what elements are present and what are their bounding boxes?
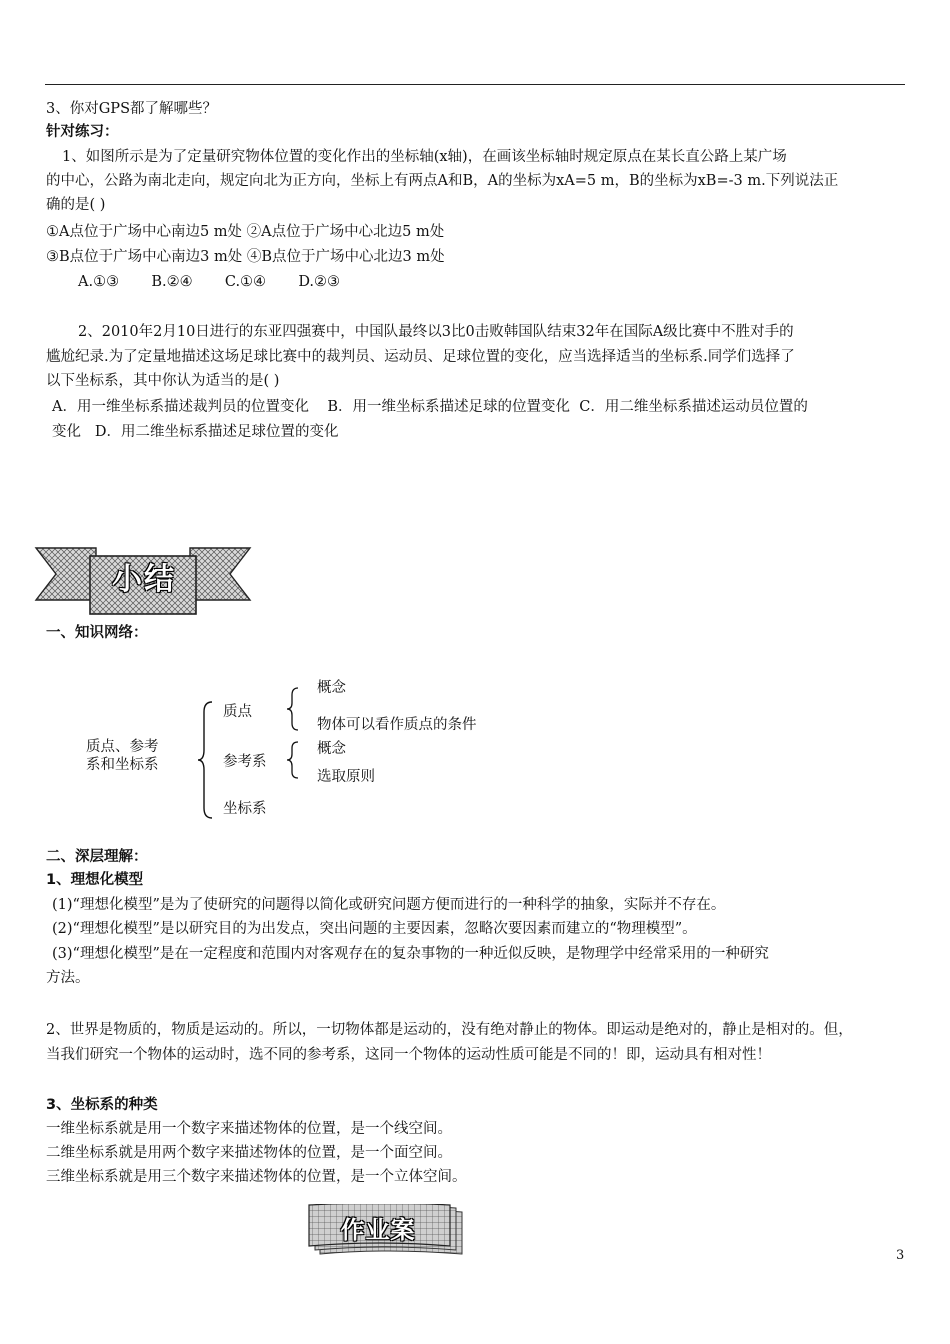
problem2-line2: 尴尬纪录.为了定量地描述这场足球比赛中的裁判员、运动员、足球位置的变化，应当选择适当的坐标系.同学们选择了 xyxy=(46,349,795,365)
problem1-choices: A.①③ B.②④ C.①④ D.②③ xyxy=(78,274,341,290)
main-brace xyxy=(196,700,216,820)
homework-banner-label: 作业案 xyxy=(340,1216,416,1244)
motion-relativity-line2: 当我们研究一个物体的运动时，选不同的参考系，这同一个物体的运动性质可能是不同的！即，运动具有相对性！ xyxy=(46,1047,771,1063)
reference-brace xyxy=(285,740,301,780)
reference-concept: 概念 xyxy=(317,741,346,757)
summary-banner xyxy=(34,540,252,620)
practice-heading: 针对练习： xyxy=(46,124,119,140)
problem1-line3: 确的是( ) xyxy=(46,197,106,213)
idealized-point3a: (3)“理想化模型”是在一定程度和范围内对客观存在的复杂事物的一种近似反映，是物理学中经常采用的一种研究 xyxy=(52,946,769,962)
tree-branch-particle: 质点 xyxy=(223,704,252,720)
problem1-line2: 的中心，公路为南北走向，规定向北为正方向，坐标上有两点A和B，A的坐标为xA=5 m，B的坐标为xB=-3 m.下列说法正 xyxy=(46,173,839,189)
problem2-line1: 2、2010年2月10日进行的东亚四强赛中，中国队最终以3比0击败韩国队结束32年在国际A级比赛中不胜对手的 xyxy=(78,324,794,340)
deep-heading: 二、深层理解： xyxy=(46,849,148,865)
idealized-point3b: 方法。 xyxy=(46,970,90,986)
idealized-point1: (1)“理想化模型”是为了使研究的问题得以简化或研究问题方便而进行的一种科学的抽象，实际并不存在。 xyxy=(52,897,726,913)
tree-root xyxy=(86,738,159,774)
homework-banner xyxy=(306,1204,468,1262)
tree-branch-reference: 参考系 xyxy=(223,754,267,770)
coordinate-2d: 二维坐标系就是用两个数字来描述物体的位置，是一个面空间。 xyxy=(46,1145,452,1161)
coordinate-3d: 三维坐标系就是用三个数字来描述物体的位置，是一个立体空间。 xyxy=(46,1169,467,1185)
problem2-line5: 变化 D．用二维坐标系描述足球位置的变化 xyxy=(52,424,339,440)
tree-root-line1: 质点、参考 xyxy=(86,739,159,755)
reference-principle: 选取原则 xyxy=(317,769,375,785)
problem2-line3: 以下坐标系，其中你认为适当的是( ) xyxy=(46,373,280,389)
coordinate-1d: 一维坐标系就是用一个数字来描述物体的位置，是一个线空间。 xyxy=(46,1121,452,1137)
top-rule xyxy=(45,84,905,85)
motion-relativity-line1: 2、世界是物质的，物质是运动的。所以，一切物体都是运动的，没有绝对静止的物体。即运动是绝对的，静止是相对的。但， xyxy=(46,1022,853,1038)
tree-root-line2: 系和坐标系 xyxy=(86,757,159,773)
problem2-line4: A．用一维坐标系描述裁判员的位置变化 B．用一维坐标系描述足球的位置变化 C．用二维坐标系描述运动员位置的 xyxy=(52,399,808,415)
particle-condition: 物体可以看作质点的条件 xyxy=(317,717,477,733)
idealized-point2: (2)“理想化模型”是以研究目的为出发点，突出问题的主要因素，忽略次要因素而建立的“物理模型”。 xyxy=(52,921,697,937)
particle-brace xyxy=(285,686,301,732)
question-gps: 3、你对GPS都了解哪些？ xyxy=(46,101,217,117)
knowledge-heading: 一、知识网络： xyxy=(46,625,148,641)
tree-branch-coordinate: 坐标系 xyxy=(223,801,267,817)
problem1-options-a: ①A点位于广场中心南边5 m处 ②A点位于广场中心北边5 m处 xyxy=(46,224,445,240)
summary-banner-label: 小结 xyxy=(112,562,176,597)
problem1-line1: 1、如图所示是为了定量研究物体位置的变化作出的坐标轴(x轴)，在画该坐标轴时规定原点在某长直公路上某广场 xyxy=(62,149,787,165)
idealized-model-heading: 1、理想化模型 xyxy=(46,872,144,888)
particle-concept: 概念 xyxy=(317,680,346,696)
page-number: 3 xyxy=(896,1248,905,1263)
problem1-options-b: ③B点位于广场中心南边3 m处 ④B点位于广场中心北边3 m处 xyxy=(46,249,445,265)
coordinate-types-heading: 3、坐标系的种类 xyxy=(46,1097,158,1113)
